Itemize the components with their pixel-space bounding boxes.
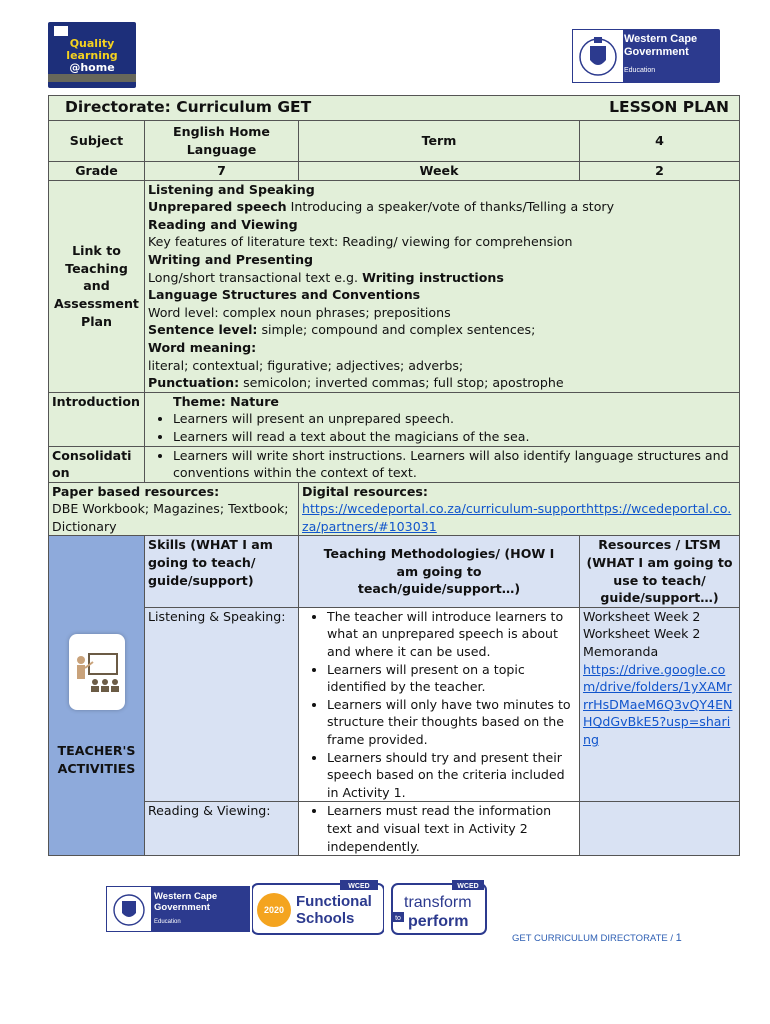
link-content (145, 180, 740, 392)
consolidation-label: Consolidati on (49, 446, 145, 482)
skill-cell: Listening & Speaking: (145, 607, 299, 802)
teachers-activities-sidebar (49, 536, 145, 856)
punctuation-label: Punctuation: (148, 375, 240, 391)
sentence-level-line (148, 321, 736, 339)
language-structures-heading: Language Structures and Conventions (148, 287, 421, 303)
reading-viewing-text: Key features of literature text: Reading/ viewing for comprehension (148, 234, 573, 250)
functional-schools-logo (252, 880, 384, 936)
word-meaning-label: Word meaning: (148, 339, 257, 355)
worksheet-text: Worksheet Week 2 (583, 608, 701, 624)
column-header-resources: Resources / LTSM (WHAT I am going to use to teach/ guide/support…) (580, 536, 740, 607)
digital-resources-label: Digital resources: (302, 483, 428, 499)
word-level-text: Word level: complex noun phrases; prepositions (148, 304, 451, 320)
list-item: • Learners will only have two minutes to structure their thoughts based on the frame provided. (327, 696, 576, 749)
logo-text: Education (624, 67, 656, 74)
list-item: • Learners will present an unprepared speech. (173, 410, 736, 428)
drive-folder-link[interactable]: https://drive.google.com/drive/folders/1yXAMrrrHsDMaeM6Q3vQY4ENHQdGvBkE5?usp=sharing (583, 661, 733, 747)
quality-learning-logo (48, 22, 136, 88)
writing-presenting-line (148, 269, 736, 287)
footer-directorate-text (512, 932, 682, 944)
logo-text: Government (624, 46, 689, 58)
column-header-methods: Teaching Methodologies/ (HOW I am going to teach/guide/support…) (299, 536, 580, 607)
wcg-mini-crest-icon (54, 26, 68, 36)
methods-list (302, 608, 576, 802)
unprepared-speech-line (148, 198, 736, 216)
list-item: • The teacher will introduce learners to what an unprepared speech is about and where it can be used. (327, 608, 576, 661)
to-word: to (395, 915, 401, 922)
table-row (49, 802, 740, 856)
resources-row (49, 482, 740, 536)
logo-swoosh (48, 74, 136, 82)
consolidation-list (148, 447, 736, 482)
functional-schools-word2: Schools (296, 910, 355, 927)
lesson-plan-table (48, 95, 740, 856)
consolidation-content (145, 446, 740, 482)
methods-list (302, 802, 576, 855)
punctuation-text: semicolon; inverted commas; full stop; apostrophe (239, 375, 564, 391)
digital-resources-link[interactable]: https://wcedeportal.co.za/curriculum-supporthttps://wcedeportal.co.za/partners/#103031 (302, 501, 732, 534)
introduction-list (148, 410, 736, 445)
writing-instructions-label: Writing instructions (362, 269, 504, 285)
list-item: • Learners will present on a topic identified by the teacher. (327, 661, 576, 696)
functional-schools-year: 2020 (263, 905, 285, 915)
term-value: 4 (580, 121, 740, 162)
transform-perform-tag: WCED (457, 883, 479, 890)
logo-text: @home (69, 61, 115, 74)
directorate-title: Directorate: Curriculum GET (65, 98, 312, 117)
memoranda-text: Worksheet Week 2 Memoranda (583, 626, 701, 660)
theme-heading: Theme: Nature (173, 393, 279, 409)
subject-label: Subject (49, 121, 145, 162)
transform-perform-logo (388, 880, 488, 936)
introduction-label: Introduction (49, 392, 145, 446)
list-item: • Learners should try and present their speech based on the criteria included in Activity 1. (327, 749, 576, 802)
logo-text: Education (154, 919, 181, 925)
consolidation-row (49, 446, 740, 482)
teacher-classroom-icon (69, 634, 125, 710)
methods-cell (299, 607, 580, 802)
paper-resources-label: Paper based resources: (52, 483, 220, 499)
reading-viewing-heading: Reading and Viewing (148, 216, 298, 232)
writing-presenting-text: Long/short transactional text e.g. (148, 269, 363, 285)
unprepared-speech-label: Unprepared speech (148, 199, 287, 215)
functional-schools-word1: Functional (296, 893, 372, 910)
logo-text: learning (66, 49, 118, 62)
list-item: • Learners will write short instructions. Learners will also identify language structures and conventions within the context of text. (173, 447, 736, 482)
introduction-row (49, 392, 740, 446)
link-row (49, 180, 740, 392)
functional-schools-tag: WCED (348, 883, 370, 890)
week-label: Week (299, 162, 580, 181)
grade-label: Grade (49, 162, 145, 181)
introduction-content (145, 392, 740, 446)
perform-word: perform (408, 913, 469, 930)
crest-icon (572, 29, 624, 83)
page-number: 1 (675, 932, 682, 944)
activities-header-row (49, 536, 740, 607)
punctuation-line (148, 374, 736, 392)
paper-resources-text: DBE Workbook; Magazines; Textbook; Dictionary (52, 501, 289, 534)
term-label: Term (299, 121, 580, 162)
sentence-level-label: Sentence level: (148, 322, 258, 338)
digital-resources-cell (299, 482, 740, 536)
resources-cell (580, 802, 740, 856)
word-meaning-text: literal; contextual; figurative; adjectives; adverbs; (148, 357, 464, 373)
teachers-activities-label: TEACHER'S ACTIVITIES (57, 743, 136, 777)
unprepared-speech-text: Introducing a speaker/vote of thanks/Telling a story (286, 199, 615, 215)
logo-text: Western Cape (624, 33, 698, 45)
link-label: Link to Teaching and Assessment Plan (49, 180, 145, 392)
subject-value: English Home Language (145, 121, 299, 162)
transform-word: transform (404, 894, 472, 911)
listening-speaking-heading: Listening and Speaking (148, 181, 315, 197)
writing-presenting-heading: Writing and Presenting (148, 251, 314, 267)
skill-cell: Reading & Viewing: (145, 802, 299, 856)
western-cape-government-footer-logo (106, 886, 250, 932)
table-row (49, 607, 740, 802)
title-cell (49, 96, 740, 121)
grade-value: 7 (145, 162, 299, 181)
crest-icon (106, 886, 152, 932)
grade-row (49, 162, 740, 181)
western-cape-government-logo (572, 29, 720, 83)
week-value: 2 (580, 162, 740, 181)
title-row (49, 96, 740, 121)
logo-text: Quality (69, 37, 115, 50)
footer-label: GET CURRICULUM DIRECTORATE / (512, 933, 673, 944)
logo-text: Government (154, 902, 210, 913)
subject-row (49, 121, 740, 162)
list-item: • Learners will read a text about the magicians of the sea. (173, 428, 736, 446)
logo-text: Western Cape (154, 891, 218, 902)
sentence-level-text: simple; compound and complex sentences; (257, 322, 536, 338)
methods-cell (299, 802, 580, 856)
column-header-skills: Skills (WHAT I am going to teach/ guide/support) (145, 536, 299, 607)
paper-resources-cell (49, 482, 299, 536)
list-item: • Learners must read the information text and visual text in Activity 2 independently. (327, 802, 576, 855)
resources-cell (580, 607, 740, 802)
lesson-plan-label: LESSON PLAN (609, 98, 730, 117)
